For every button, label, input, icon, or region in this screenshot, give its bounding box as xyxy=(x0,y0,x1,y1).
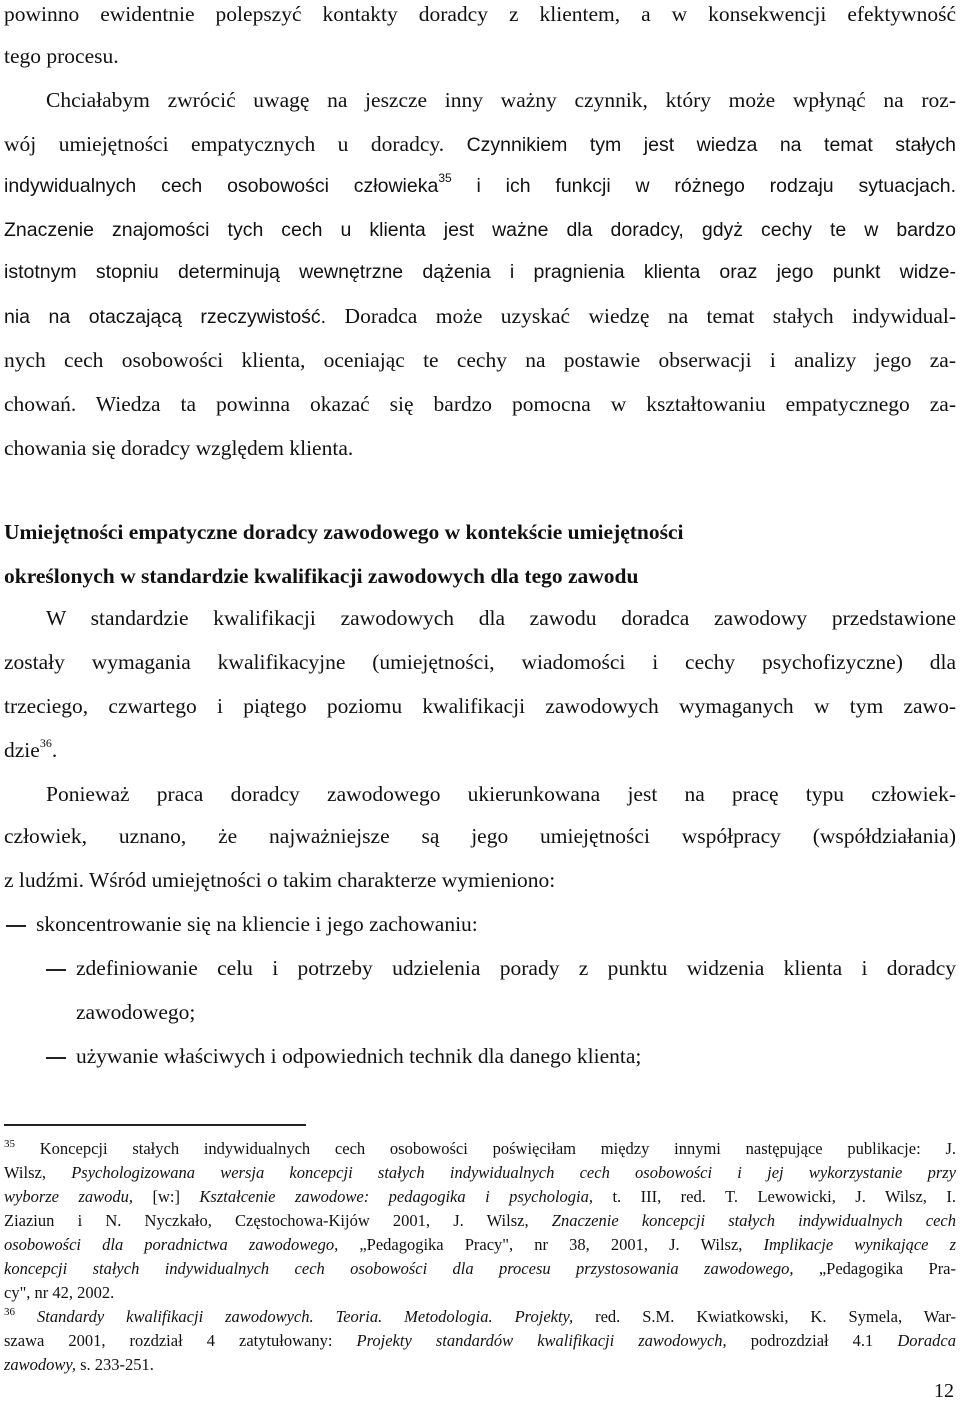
list-item: zdefiniowanie celu i potrzeby udzielenia porady z punktu widzenia klienta i doradcy xyxy=(76,956,956,980)
text-line xyxy=(4,172,956,200)
section-heading: określonych w standardzie kwalifikacji zawodowych dla tego zawodu xyxy=(4,564,639,588)
text-line: człowiek, uznano, że najważniejsze są jego umiejętności współpracy (współdziałania) xyxy=(4,824,956,848)
dash-bullet-icon xyxy=(46,1057,66,1059)
text-segment: indywidualnych cech osobowości człowieka xyxy=(4,175,439,197)
text-segment: „Pedagogika Pracy", nr 38, 2001, J. Wilsz, xyxy=(338,1235,764,1254)
italic-title: Implikacje wynikające z xyxy=(763,1235,956,1254)
text-segment: . xyxy=(51,738,58,762)
text-segment: Czynnikiem tym jest wiedza na temat stałych xyxy=(444,134,956,156)
text-segment: Ziaziun i N. Nyczkało, Częstochowa-Kijów 2001, J. Wilsz, xyxy=(4,1211,552,1230)
italic-title: Doradca xyxy=(897,1331,956,1350)
text-segment: s. 233-251. xyxy=(75,1355,154,1374)
footnote-line xyxy=(4,1162,956,1184)
section-heading: Umiejętności empatyczne doradcy zawodowego w kontekście umiejętności xyxy=(4,520,684,544)
italic-title: wyborze zawodu, xyxy=(4,1187,134,1206)
text-line: z ludźmi. Wśród umiejętności o takim charakterze wymieniono: xyxy=(4,868,556,892)
dash-bullet-icon xyxy=(46,969,66,971)
text-segment: red. S.M. Kwiatkowski, K. Symela, War- xyxy=(573,1307,956,1326)
footnote-number: 36 xyxy=(4,1306,15,1318)
italic-title: Psychologizowana wersja koncepcji stałych indywidualnych cech osobowości i jej wykorzystanie przy xyxy=(71,1163,956,1182)
text-line: powinno ewidentnie polepszyć kontakty doradcy z klientem, a w konsekwencji efektywność xyxy=(4,2,956,26)
footnote-ref-35[interactable]: 35 xyxy=(438,172,452,185)
text-line: istotnym stopniu determinują wewnętrzne dążenia i pragnienia klienta oraz jego punkt widze- xyxy=(4,261,956,283)
text-line: Chciałabym zwrócić uwagę na jeszcze inny ważny czynnik, który może wpłynąć na roz- xyxy=(46,88,956,112)
text-line xyxy=(4,130,956,159)
footnote-ref-36[interactable]: 36 xyxy=(39,736,52,750)
footnote-36 xyxy=(4,1306,956,1328)
text-segment: dzie xyxy=(4,738,40,762)
footnote-separator xyxy=(4,1124,306,1126)
text-line xyxy=(4,736,956,764)
italic-title: Standardy kwalifikacji zawodowych. Teoria. Metodologia. Projekty, xyxy=(15,1307,574,1326)
footnote-line xyxy=(4,1354,956,1376)
footnote-line xyxy=(4,1234,956,1256)
italic-title: Kształcenie zawodowe: pedagogika i psychologia, xyxy=(199,1187,593,1206)
text-line: Znaczenie znajomości tych cech u klienta jest ważne dla doradcy, gdyż cechy te w bardzo xyxy=(4,219,956,241)
footnote-line xyxy=(4,1186,956,1208)
footnote-line xyxy=(4,1330,956,1352)
text-line xyxy=(4,302,956,331)
footnote-line: cy", nr 42, 2002. xyxy=(4,1283,115,1302)
text-line: chowania się doradcy względem klienta. xyxy=(4,436,354,460)
text-line: trzeciego, czwartego i piątego poziomu kwalifikacji zawodowych wymaganych w tym zawo- xyxy=(4,694,956,718)
text-segment: nia na otaczającą rzeczywistość. xyxy=(4,306,327,328)
dash-bullet-icon xyxy=(6,925,26,927)
text-segment: wój umiejętności empatycznych u doradcy. xyxy=(4,132,445,156)
italic-title: zawodowy, xyxy=(4,1355,76,1374)
text-segment: t. III, red. T. Lewowicki, J. Wilsz, I. xyxy=(593,1187,956,1206)
text-segment: Wilsz, xyxy=(4,1163,72,1182)
text-line: nych cech osobowości klienta, oceniając te cechy na postawie obserwacji i analizy jego za- xyxy=(4,348,956,372)
list-item: skoncentrowanie się na kliencie i jego zachowaniu: xyxy=(36,912,478,936)
list-item-continuation: zawodowego; xyxy=(76,1000,196,1024)
text-segment: Doradca może uzyskać wiedzę na temat stałych indywidual- xyxy=(326,304,956,328)
list-item: używanie właściwych i odpowiednich technik dla danego klienta; xyxy=(76,1044,642,1068)
italic-title: osobowości dla poradnictwa zawodowego, xyxy=(4,1235,339,1254)
text-line: W standardzie kwalifikacji zawodowych dla zawodu doradca zawodowy przedstawione xyxy=(46,606,956,630)
italic-title: koncepcji stałych indywidualnych cech osobowości dla procesu przystosowania zawodowego, xyxy=(4,1259,794,1278)
footnote-number: 35 xyxy=(4,1138,15,1150)
footnote-line xyxy=(4,1258,956,1280)
footnote-35 xyxy=(4,1138,956,1160)
text-segment: Koncepcji stałych indywidualnych cech osobowości poświęciłam między innymi następujące publikacje: J. xyxy=(15,1139,956,1158)
footnote-line xyxy=(4,1210,956,1232)
text-line: tego procesu. xyxy=(4,44,119,68)
italic-title: Projekty standardów kwalifikacji zawodowych, xyxy=(356,1331,727,1350)
text-line: zostały wymagania kwalifikacyjne (umiejętności, wiadomości i cechy psychofizyczne) dla xyxy=(4,650,956,674)
text-segment: i ich funkcji w różnego rodzaju sytuacjach. xyxy=(451,175,956,197)
italic-title: Znaczenie koncepcji stałych indywidualnych cech xyxy=(551,1211,956,1230)
text-line: chowań. Wiedza ta powinna okazać się bardzo pomocna w kształtowaniu empatycznego za- xyxy=(4,392,956,416)
text-segment: szawa 2001, rozdział 4 zatytułowany: xyxy=(4,1331,357,1350)
text-line: Ponieważ praca doradcy zawodowego ukierunkowana jest na pracę typu człowiek- xyxy=(46,782,956,806)
text-segment: [w:] xyxy=(133,1187,200,1206)
page-number: 12 xyxy=(934,1380,954,1402)
text-segment: podrozdział 4.1 xyxy=(726,1331,898,1350)
text-segment: „Pedagogika Pra- xyxy=(793,1259,956,1278)
